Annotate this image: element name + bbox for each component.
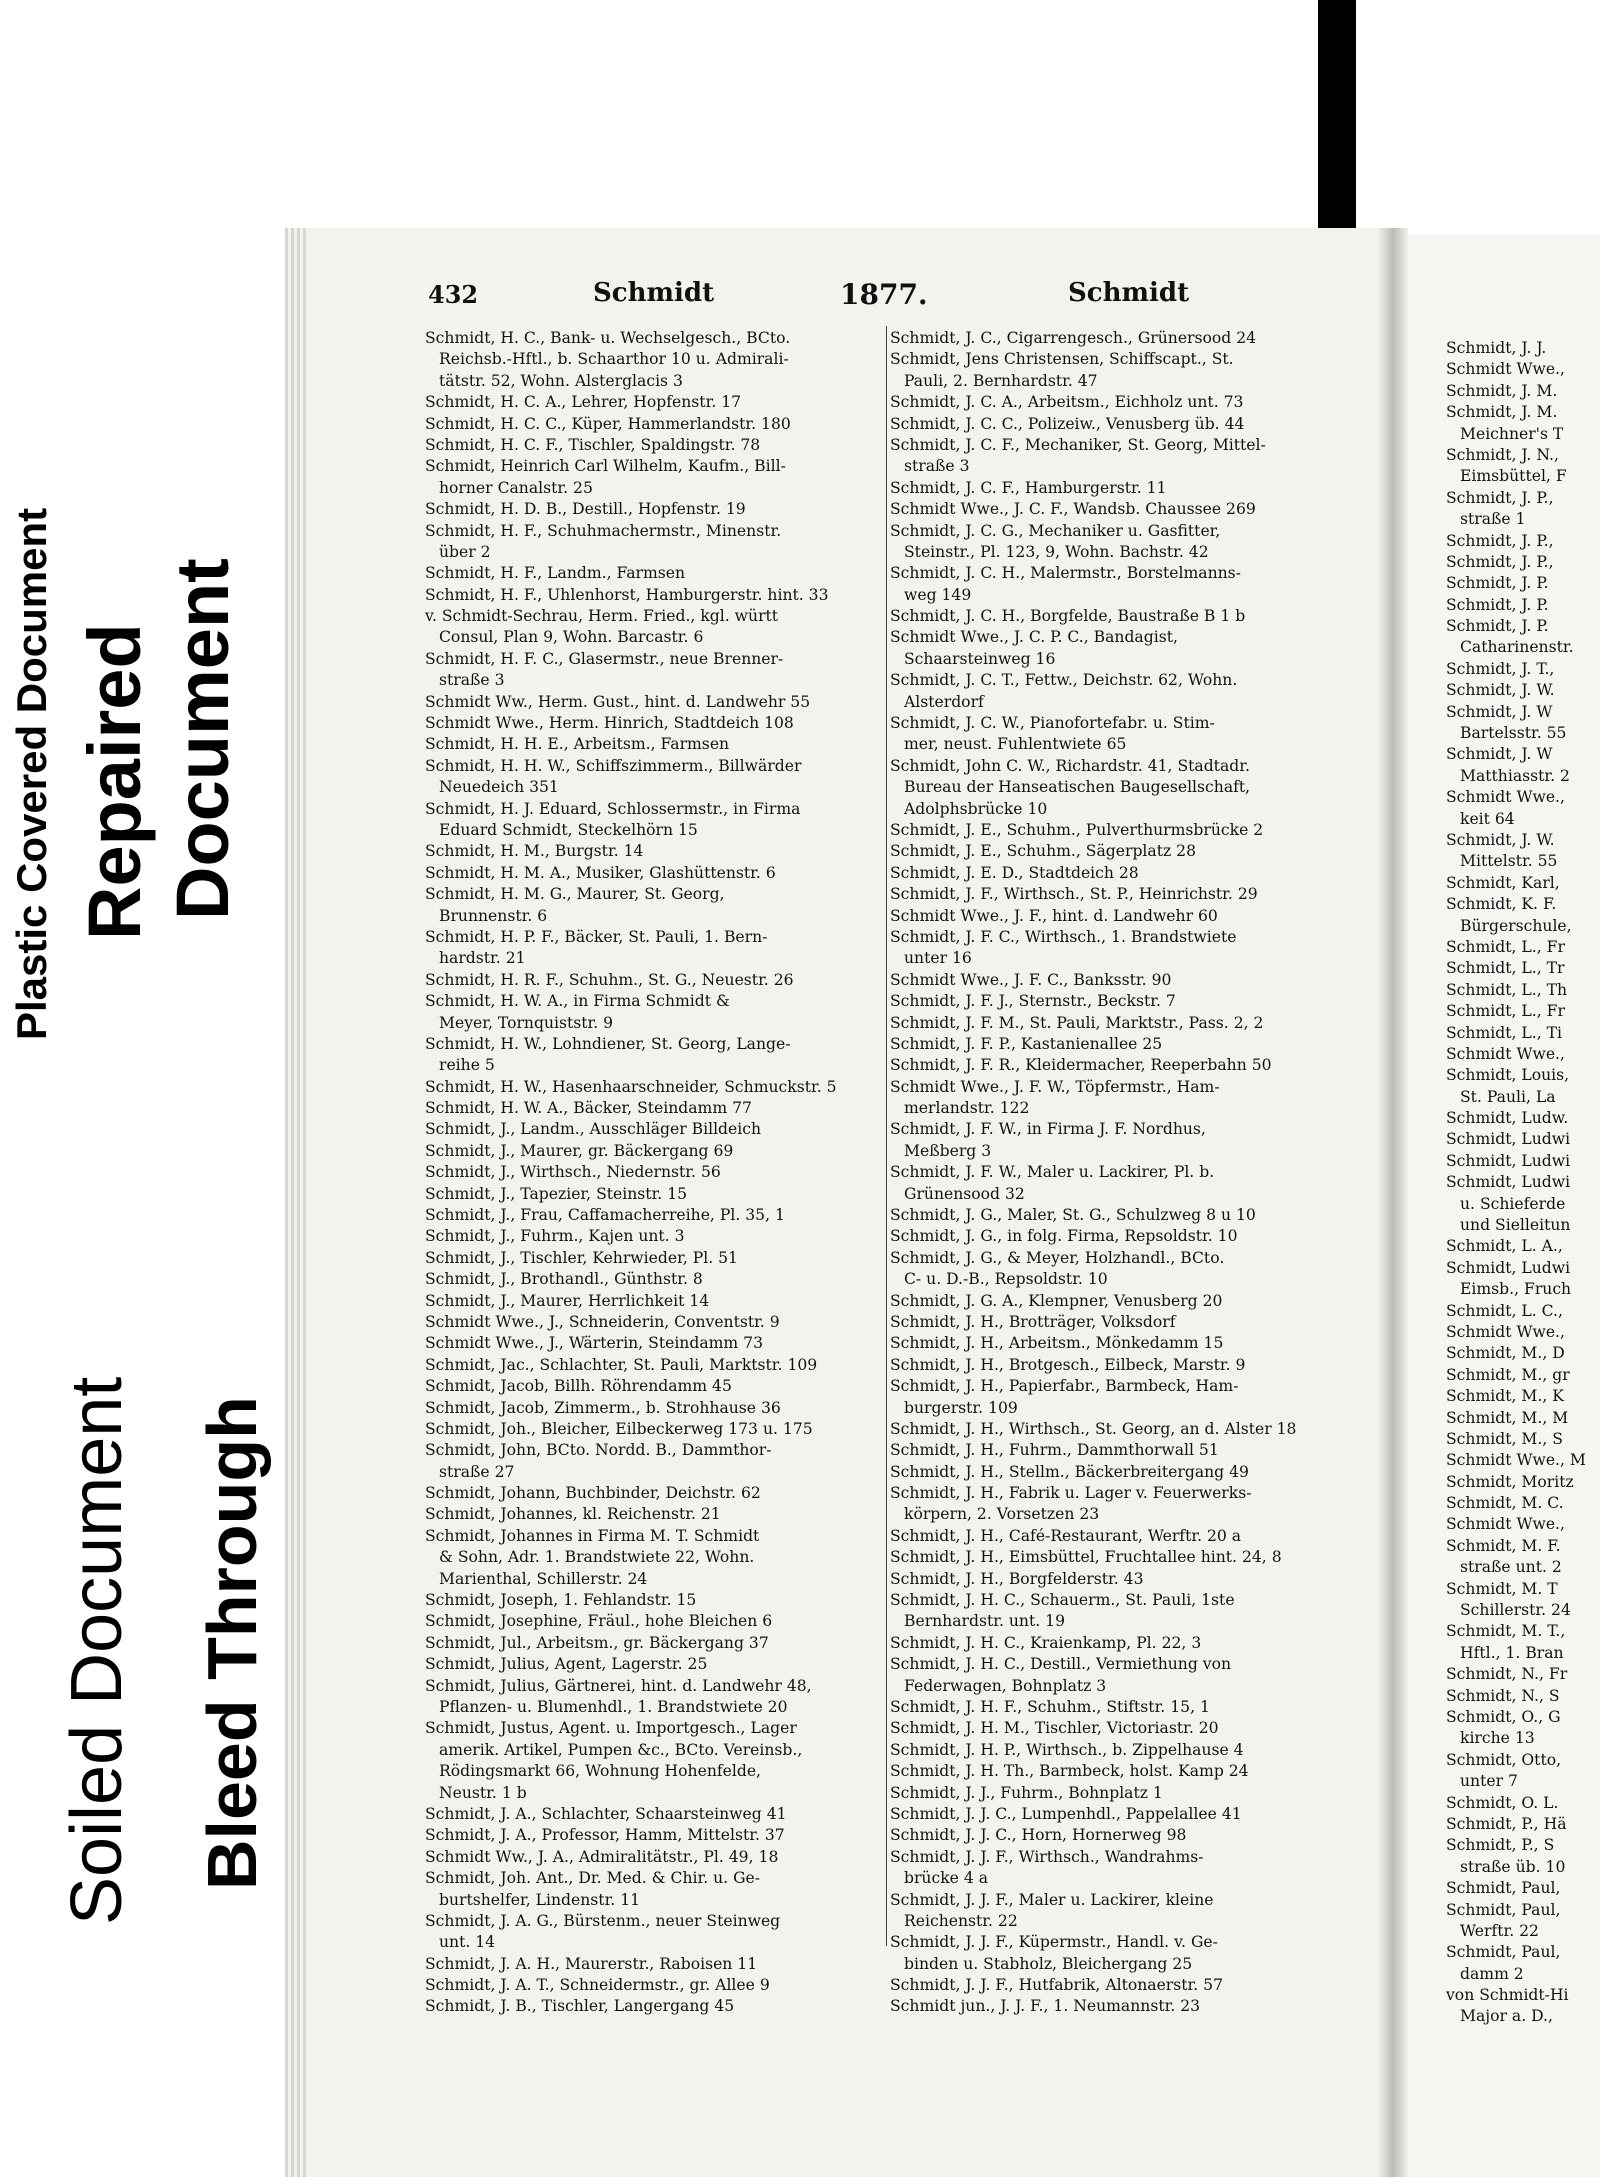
list-item: Schmidt, J., Maurer, Herrlichkeit 14 bbox=[425, 1291, 710, 1310]
list-item: Schmidt, H. J. Eduard, Schlossermstr., in Firma bbox=[425, 799, 801, 818]
list-item: Meßberg 3 bbox=[904, 1141, 992, 1160]
list-item: Schmidt, H. F., Uhlenhorst, Hamburgerstr. hint. 33 bbox=[425, 585, 829, 604]
list-item: keit 64 bbox=[1460, 809, 1515, 828]
list-item: Schmidt Wwe., J., Schneiderin, Conventstr. 9 bbox=[425, 1312, 780, 1331]
list-item: über 2 bbox=[439, 542, 491, 561]
list-item: Schmidt Ww., Herm. Gust., hint. d. Landwehr 55 bbox=[425, 692, 811, 711]
column-divider bbox=[886, 326, 887, 1946]
label-repaired-line1: Repaired bbox=[73, 623, 156, 940]
list-item: Schmidt, L., Th bbox=[1446, 980, 1568, 999]
list-item: Schmidt, H. H. W., Schiffszimmerm., Billwärder bbox=[425, 756, 802, 775]
label-repaired-line2: Document bbox=[161, 558, 244, 920]
list-item: Schmidt, J. H. C., Schauerm., St. Pauli, 1ste bbox=[890, 1591, 1235, 1610]
list-item: brücke 4 a bbox=[904, 1869, 989, 1888]
list-item: Schmidt, Ludw. bbox=[1446, 1109, 1569, 1128]
list-item: Schmidt, L., Ti bbox=[1446, 1023, 1563, 1042]
list-item: Schmidt Wwe., bbox=[1446, 788, 1565, 807]
list-item: St. Pauli, La bbox=[1460, 1087, 1556, 1106]
list-item: Schmidt, J. F. W., in Firma J. F. Nordhus, bbox=[890, 1120, 1206, 1139]
list-item: Schmidt, J. J. F., Wirthsch., Wandrahms- bbox=[890, 1847, 1204, 1866]
page-edge bbox=[285, 228, 307, 2177]
list-item: burgerstr. 109 bbox=[904, 1398, 1018, 1417]
list-item: Schmidt, J., Tapezier, Steinstr. 15 bbox=[425, 1184, 688, 1203]
list-item: Schmidt Wwe., bbox=[1446, 360, 1565, 379]
list-item: Schmidt, Josephine, Fräul., hohe Bleichen 6 bbox=[425, 1612, 773, 1631]
list-item: Schmidt, J. H., Brotgesch., Eilbeck, Marstr. 9 bbox=[890, 1355, 1246, 1374]
list-item: Schmidt, J. M. bbox=[1446, 403, 1558, 422]
list-item: burtshelfer, Lindenstr. 11 bbox=[439, 1890, 641, 1909]
list-item: Meichner's T bbox=[1460, 424, 1564, 443]
list-item: Schmidt, J. H., Wirthsch., St. Georg, an d. Alster 18 bbox=[890, 1419, 1297, 1438]
list-item: Schmidt, J. J., Fuhrm., Bohnplatz 1 bbox=[890, 1783, 1163, 1802]
list-item: Schmidt, H. M. A., Musiker, Glashüttenstr. 6 bbox=[425, 863, 776, 882]
list-item: Schmidt, J. E., Schuhm., Pulverthurmsbrücke 2 bbox=[890, 820, 1264, 839]
list-item: Schmidt, M. F. bbox=[1446, 1536, 1561, 1555]
list-item: Schmidt, J. T., bbox=[1446, 659, 1555, 678]
list-item: Bürgerschule, bbox=[1460, 916, 1572, 935]
list-item: Schmidt, J. J. C., Lumpenhdl., Pappelallee 41 bbox=[890, 1804, 1242, 1823]
list-item: Schmidt, J. P., bbox=[1446, 552, 1554, 571]
list-item: Schmidt, Justus, Agent. u. Importgesch., Lager bbox=[425, 1719, 797, 1738]
list-item: unter 7 bbox=[1460, 1772, 1518, 1791]
list-item: Eimsbüttel, F bbox=[1460, 467, 1567, 486]
list-item: körpern, 2. Vorsetzen 23 bbox=[904, 1505, 1100, 1524]
list-item: Schmidt Wwe., bbox=[1446, 1044, 1565, 1063]
list-item: u. Schieferde bbox=[1460, 1194, 1566, 1213]
list-item: Schmidt, J. P., bbox=[1446, 531, 1554, 550]
list-item: Schmidt Wwe., J. C. P. C., Bandagist, bbox=[890, 628, 1178, 647]
list-item: Steinstr., Pl. 123, 9, Wohn. Bachstr. 42 bbox=[904, 542, 1209, 561]
list-item: Schmidt, J. J. F., Küpermstr., Handl. v. Ge- bbox=[890, 1933, 1218, 1952]
page-number: 432 bbox=[428, 280, 479, 309]
list-item: Schmidt, J. E., Schuhm., Sägerplatz 28 bbox=[890, 842, 1196, 861]
list-item: Pflanzen- u. Blumenhdl., 1. Brandstwiete 20 bbox=[439, 1698, 788, 1716]
list-item: Neuedeich 351 bbox=[439, 778, 559, 797]
list-item: Schmidt, Louis, bbox=[1446, 1066, 1570, 1085]
list-item: Schmidt, H. F., Schuhmachermstr., Minenstr. bbox=[425, 521, 782, 540]
list-item: Marienthal, Schillerstr. 24 bbox=[439, 1569, 648, 1588]
list-item: straße üb. 10 bbox=[1460, 1857, 1566, 1876]
list-item: Schmidt, H. H. E., Arbeitsm., Farmsen bbox=[425, 735, 730, 754]
list-item: Schmidt, J. C. G., Mechaniker u. Gasfitter, bbox=[890, 521, 1221, 540]
list-item: Schmidt, H. M., Burgstr. 14 bbox=[425, 842, 644, 861]
list-item: Schmidt, Julius, Gärtnerei, hint. d. Landwehr 48, bbox=[425, 1676, 812, 1695]
list-item: reihe 5 bbox=[439, 1056, 495, 1075]
list-item: Schmidt, O., G bbox=[1446, 1708, 1561, 1726]
list-item: Federwagen, Bohnplatz 3 bbox=[904, 1676, 1107, 1695]
list-item: Eduard Schmidt, Steckelhörn 15 bbox=[439, 820, 698, 839]
list-item: Schmidt, P., Hä bbox=[1446, 1814, 1567, 1833]
list-item: Schmidt, J. C. H., Borgfelde, Baustraße B 1 b bbox=[890, 607, 1246, 626]
list-item: Grünensood 32 bbox=[904, 1184, 1025, 1203]
list-item: Schmidt, J. G., in folg. Firma, Repsoldstr. 10 bbox=[890, 1227, 1238, 1246]
list-item: Schmidt, J. A., Schlachter, Schaarsteinweg 41 bbox=[425, 1804, 787, 1823]
list-item: Schmidt, J. W bbox=[1446, 702, 1553, 721]
list-item: Schmidt, H. C., Bank- u. Wechselgesch., BCto. bbox=[425, 329, 791, 347]
list-item: Schmidt, Joseph, 1. Fehlandstr. 15 bbox=[425, 1591, 697, 1610]
list-item: binden u. Stabholz, Bleichergang 25 bbox=[904, 1954, 1193, 1973]
list-item: Bureau der Hanseatischen Baugesellschaft, bbox=[904, 778, 1251, 797]
list-item: Schmidt, J. F. J., Sternstr., Beckstr. 7 bbox=[890, 992, 1176, 1011]
list-item: Schmidt, J. H., Eimsbüttel, Fruchtallee hint. 24, 8 bbox=[890, 1548, 1282, 1567]
list-item: Reichsb.-Hftl., b. Schaarthor 10 u. Admirali- bbox=[439, 350, 789, 369]
list-item: Schmidt, J. A., Professor, Hamm, Mittelstr. 37 bbox=[425, 1826, 785, 1845]
list-item: Schmidt, H. F., Landm., Farmsen bbox=[425, 564, 686, 583]
right-column bbox=[1446, 338, 1600, 2028]
list-item: straße 1 bbox=[1460, 510, 1526, 529]
list-item: Schmidt, Otto, bbox=[1446, 1750, 1562, 1769]
list-item: Reichenstr. 22 bbox=[904, 1911, 1018, 1930]
list-item: Schmidt, J. H., Brotträger, Volksdorf bbox=[890, 1312, 1176, 1331]
list-item: Schmidt, J. C. H., Malermstr., Borstelmanns- bbox=[890, 564, 1241, 583]
list-item: Schmidt, M., S bbox=[1446, 1429, 1563, 1448]
list-item: Schmidt, J. P. bbox=[1446, 574, 1549, 593]
list-item: Schmidt, J. A. T., Schneidermstr., gr. Allee 9 bbox=[425, 1976, 770, 1995]
list-item: Schmidt, J. F. R., Kleidermacher, Reeperbahn 50 bbox=[890, 1056, 1272, 1075]
list-item: Schmidt, J., Brothandl., Günthstr. 8 bbox=[425, 1270, 703, 1289]
list-item: Schmidt, Paul, bbox=[1446, 1943, 1561, 1962]
list-item: Schmidt, J. C. T., Fettw., Deichstr. 62, Wohn. bbox=[890, 671, 1238, 690]
list-item: Schmidt, Ludwi bbox=[1446, 1173, 1571, 1192]
label-bleed-through: Bleed Through bbox=[193, 1396, 271, 1890]
list-item: Schmidt Wwe., bbox=[1446, 1322, 1565, 1341]
list-item: straße 3 bbox=[904, 457, 970, 476]
list-item: Schmidt, J. H. C., Kraienkamp, Pl. 22, 3 bbox=[890, 1633, 1202, 1652]
list-item: Schmidt, J. H., Fuhrm., Dammthorwall 51 bbox=[890, 1441, 1219, 1460]
list-item: Schmidt, J. P. bbox=[1446, 595, 1549, 614]
list-item: hardstr. 21 bbox=[439, 949, 526, 968]
list-item: Schmidt, L., Tr bbox=[1446, 959, 1565, 978]
list-item: Schmidt, J. H., Papierfabr., Barmbeck, Ham- bbox=[890, 1377, 1239, 1396]
list-item: Schmidt, J. J. F., Maler u. Lackirer, kleine bbox=[890, 1890, 1214, 1909]
list-item: Schmidt, Johannes, kl. Reichenstr. 21 bbox=[425, 1505, 721, 1524]
list-item: Schaarsteinweg 16 bbox=[904, 649, 1056, 668]
list-item: Schmidt, J. W bbox=[1446, 745, 1553, 764]
list-item: Neustr. 1 b bbox=[439, 1783, 527, 1802]
list-item: unter 16 bbox=[904, 949, 972, 968]
list-item: Schmidt, N., Fr bbox=[1446, 1665, 1568, 1684]
list-item: Schmidt Wwe., M bbox=[1446, 1451, 1586, 1470]
list-item: mer, neust. Fuhlentwiete 65 bbox=[904, 735, 1127, 754]
list-item: Schmidt, L., Fr bbox=[1446, 937, 1565, 956]
left-column bbox=[425, 328, 885, 2018]
list-item: Schmidt, K. F. bbox=[1446, 895, 1557, 914]
list-item: Schmidt, Johann, Buchbinder, Deichstr. 62 bbox=[425, 1484, 761, 1503]
list-item: Schmidt, Ludwi bbox=[1446, 1151, 1571, 1170]
list-item: Schmidt, J. H., Fabrik u. Lager v. Feuerwerks- bbox=[890, 1484, 1252, 1503]
list-item: Bernhardstr. unt. 19 bbox=[904, 1612, 1065, 1631]
list-item: Schmidt, J. H. F., Schuhm., Stiftstr. 15, 1 bbox=[890, 1698, 1210, 1716]
black-strip bbox=[1318, 0, 1356, 232]
list-item: amerik. Artikel, Pumpen &c., BCto. Vereinsb., bbox=[439, 1740, 803, 1759]
list-item: Schmidt, H. W., Hasenhaarschneider, Schmuckstr. 5 bbox=[425, 1077, 837, 1096]
list-item: Schmidt, J. N., bbox=[1446, 445, 1559, 464]
list-item: Schmidt, Julius, Agent, Lagerstr. 25 bbox=[425, 1655, 708, 1674]
list-item: straße 27 bbox=[439, 1462, 515, 1481]
list-item: Meyer, Tornquiststr. 9 bbox=[439, 1013, 614, 1032]
list-item: Schmidt, O. L. bbox=[1446, 1793, 1559, 1812]
list-item: Schmidt, J. J. bbox=[1446, 339, 1547, 357]
list-item: Schmidt, J. H. M., Tischler, Victoriastr. 20 bbox=[890, 1719, 1219, 1738]
list-item: Schmidt, J. C. W., Pianofortefabr. u. Stim- bbox=[890, 714, 1215, 733]
list-item: Schmidt, Joh., Bleicher, Eilbeckerweg 173 u. 175 bbox=[425, 1419, 813, 1438]
list-item: Schmidt Wwe., bbox=[1446, 1515, 1565, 1534]
list-item: Schmidt, H. P. F., Bäcker, St. Pauli, 1. Bern- bbox=[425, 927, 768, 946]
list-item: & Sohn, Adr. 1. Brandstwiete 22, Wohn. bbox=[439, 1548, 755, 1567]
list-item: Schmidt, P., S bbox=[1446, 1836, 1555, 1855]
list-item: Schmidt, J. A. G., Bürstenm., neuer Steinweg bbox=[425, 1911, 781, 1930]
list-item: Schmidt, Jacob, Zimmerm., b. Strohhause 36 bbox=[425, 1398, 781, 1417]
list-item: Schmidt, H. C. C., Küper, Hammerlandstr. 180 bbox=[425, 414, 791, 433]
list-item: Schmidt Wwe., J. F., hint. d. Landwehr 60 bbox=[890, 906, 1218, 925]
list-item: Schmidt, J. E. D., Stadtdeich 28 bbox=[890, 863, 1139, 882]
list-item: horner Canalstr. 25 bbox=[439, 478, 593, 497]
list-item: Schmidt, John C. W., Richardstr. 41, Stadtadr. bbox=[890, 756, 1250, 775]
list-item: Schmidt Ww., J. A., Admiralitätstr., Pl. 49, 18 bbox=[425, 1847, 779, 1866]
list-item: Schmidt, Ludwi bbox=[1446, 1258, 1571, 1277]
header-right-title: Schmidt bbox=[1068, 278, 1190, 308]
list-item: Schmidt, M. T., bbox=[1446, 1622, 1566, 1641]
list-item: Schmidt, H. R. F., Schuhm., St. G., Neuestr. 26 bbox=[425, 970, 794, 989]
list-item: weg 149 bbox=[904, 585, 972, 604]
list-item: Schmidt, J. H., Arbeitsm., Mönkedamm 15 bbox=[890, 1334, 1224, 1353]
list-item: straße unt. 2 bbox=[1460, 1558, 1562, 1577]
list-item: Schmidt Wwe., Herm. Hinrich, Stadtdeich 108 bbox=[425, 714, 794, 733]
list-item: Schmidt, M. T bbox=[1446, 1579, 1558, 1598]
list-item: Adolphsbrücke 10 bbox=[904, 799, 1048, 818]
list-item: Rödingsmarkt 66, Wohnung Hohenfelde, bbox=[439, 1762, 762, 1781]
list-item: Schmidt, J. C. F., Hamburgerstr. 11 bbox=[890, 478, 1167, 497]
list-item: Werftr. 22 bbox=[1460, 1921, 1539, 1940]
label-soiled-document: Soiled Document bbox=[57, 1376, 137, 1925]
list-item: straße 3 bbox=[439, 671, 505, 690]
list-item: Schmidt, J. G. A., Klempner, Venusberg 20 bbox=[890, 1291, 1223, 1310]
list-item: Schmidt, J. P., bbox=[1446, 488, 1554, 507]
list-item: Schmidt, Karl, bbox=[1446, 873, 1560, 892]
list-item: Schmidt, John, BCto. Nordd. B., Dammthor- bbox=[425, 1441, 772, 1460]
label-plastic-covered: Plastic Covered Document bbox=[8, 507, 55, 1040]
list-item: merlandstr. 122 bbox=[904, 1099, 1030, 1118]
list-item: Schmidt, J. H. Th., Barmbeck, holst. Kamp 24 bbox=[890, 1762, 1249, 1781]
list-item: Schmidt, H. C. F., Tischler, Spaldingstr. 78 bbox=[425, 435, 761, 454]
list-item: Schmidt, Jacob, Billh. Röhrendamm 45 bbox=[425, 1377, 732, 1396]
list-item: Schmidt, Jens Christensen, Schiffscapt., St. bbox=[890, 350, 1234, 369]
list-item: Schmidt, J. F., Wirthsch., St. P., Heinrichstr. 29 bbox=[890, 885, 1258, 904]
list-item: und Sielleitun bbox=[1460, 1216, 1571, 1235]
list-item: Schmidt, H. C. A., Lehrer, Hopfenstr. 17 bbox=[425, 393, 742, 412]
list-item: Schmidt, M., D bbox=[1446, 1344, 1565, 1363]
list-item: Bartelsstr. 55 bbox=[1460, 724, 1567, 743]
list-item: Schmidt Wwe., J. F. W., Töpfermstr., Ham- bbox=[890, 1077, 1220, 1096]
list-item: Schmidt, M., K bbox=[1446, 1387, 1564, 1406]
list-item: Schmidt, J. G., & Meyer, Holzhandl., BCto. bbox=[890, 1248, 1225, 1267]
list-item: Schmidt, J., Wirthsch., Niedernstr. 56 bbox=[425, 1163, 721, 1182]
list-item: C- u. D.-B., Repsoldstr. 10 bbox=[904, 1270, 1108, 1289]
list-item: Mittelstr. 55 bbox=[1460, 852, 1558, 871]
list-item: Schmidt, J. W. bbox=[1446, 830, 1555, 849]
list-item: Schmidt, H. D. B., Destill., Hopfenstr. 19 bbox=[425, 500, 746, 519]
list-item: Schmidt, M. C. bbox=[1446, 1494, 1564, 1513]
list-item: Schmidt, J. H. P., Wirthsch., b. Zippelhause 4 bbox=[890, 1740, 1244, 1759]
list-item: Schmidt, Paul, bbox=[1446, 1879, 1561, 1898]
list-item: Schmidt, Jac., Schlachter, St. Pauli, Marktstr. 109 bbox=[425, 1355, 818, 1374]
list-item: Schmidt, J. C. A., Arbeitsm., Eichholz unt. 73 bbox=[890, 393, 1244, 412]
list-item: Alsterdorf bbox=[904, 692, 984, 711]
list-item: Hftl., 1. Bran bbox=[1460, 1643, 1564, 1662]
list-item: damm 2 bbox=[1460, 1964, 1524, 1983]
list-item: Schmidt, J., Maurer, gr. Bäckergang 69 bbox=[425, 1141, 734, 1160]
list-item: Schmidt, J. J. C., Horn, Hornerweg 98 bbox=[890, 1826, 1187, 1845]
list-item: Schmidt, L. C., bbox=[1446, 1301, 1563, 1320]
list-item: Schmidt, H. W., Lohndiener, St. Georg, Lange- bbox=[425, 1034, 791, 1053]
header-year: 1877. bbox=[840, 278, 928, 311]
list-item: Catharinenstr. bbox=[1460, 638, 1574, 657]
list-item: Schmidt, J. H., Stellm., Bäckerbreitergang 49 bbox=[890, 1462, 1249, 1481]
list-item: Schmidt, J. A. H., Maurerstr., Raboisen 11 bbox=[425, 1954, 758, 1973]
list-item: Schmidt, J. F. C., Wirthsch., 1. Brandstwiete bbox=[890, 927, 1237, 946]
list-item: Schmidt, J. F. P., Kastanienallee 25 bbox=[890, 1034, 1163, 1053]
list-item: Consul, Plan 9, Wohn. Barcastr. 6 bbox=[439, 628, 704, 647]
list-item: Schmidt, M., M bbox=[1446, 1408, 1569, 1427]
list-item: Schillerstr. 24 bbox=[1460, 1601, 1571, 1620]
middle-column bbox=[890, 328, 1355, 2018]
list-item: Schmidt, J. C. F., Mechaniker, St. Georg, Mittel- bbox=[890, 435, 1266, 454]
list-item: Schmidt, Moritz bbox=[1446, 1472, 1574, 1491]
list-item: Schmidt, J. G., Maler, St. G., Schulzweg 8 u 10 bbox=[890, 1206, 1256, 1225]
list-item: Schmidt, J., Tischler, Kehrwieder, Pl. 51 bbox=[425, 1248, 738, 1267]
list-item: v. Schmidt-Sechrau, Herm. Fried., kgl. württ bbox=[425, 607, 779, 626]
list-item: von Schmidt-Hi bbox=[1446, 1986, 1569, 2005]
book-gutter bbox=[1378, 228, 1408, 2177]
list-item: Schmidt, J. F. M., St. Pauli, Marktstr., Pass. 2, 2 bbox=[890, 1013, 1264, 1032]
list-item: Schmidt, J. B., Tischler, Langergang 45 bbox=[425, 1997, 735, 2016]
list-item: Schmidt Wwe., J. C. F., Wandsb. Chaussee 269 bbox=[890, 500, 1256, 519]
list-item: Schmidt, J. H. C., Destill., Vermiethung von bbox=[890, 1655, 1232, 1674]
list-item: Pauli, 2. Bernhardstr. 47 bbox=[904, 371, 1098, 390]
list-item: Schmidt, J., Frau, Caffamacherreihe, Pl. 35, 1 bbox=[425, 1206, 785, 1225]
list-item: Schmidt, Jul., Arbeitsm., gr. Bäckergang 37 bbox=[425, 1633, 769, 1652]
list-item: Schmidt, Paul, bbox=[1446, 1900, 1561, 1919]
header-left-title: Schmidt bbox=[593, 278, 715, 308]
list-item: Schmidt, Heinrich Carl Wilhelm, Kaufm., Bill- bbox=[425, 457, 786, 476]
list-item: Schmidt, Johannes in Firma M. T. Schmidt bbox=[425, 1526, 760, 1545]
list-item: Schmidt jun., J. J. F., 1. Neumannstr. 23 bbox=[890, 1997, 1201, 2016]
list-item: Schmidt, M., gr bbox=[1446, 1365, 1570, 1384]
list-item: Schmidt, Ludwi bbox=[1446, 1130, 1571, 1149]
list-item: Schmidt, J. C., Cigarrengesch., Grünersood 24 bbox=[890, 329, 1257, 347]
list-item: Schmidt, Joh. Ant., Dr. Med. & Chir. u. Ge- bbox=[425, 1869, 761, 1888]
list-item: Schmidt, J. H., Borgfelderstr. 43 bbox=[890, 1569, 1144, 1588]
list-item: Schmidt, H. M. G., Maurer, St. Georg, bbox=[425, 885, 725, 904]
list-item: Schmidt, J., Fuhrm., Kajen unt. 3 bbox=[425, 1227, 685, 1246]
list-item: Schmidt, J. H., Café-Restaurant, Werftr. 20 a bbox=[890, 1526, 1242, 1545]
list-item: Major a. D., bbox=[1460, 2007, 1553, 2026]
list-item: Schmidt, J. J. F., Hutfabrik, Altonaerstr. 57 bbox=[890, 1976, 1224, 1995]
list-item: Schmidt, H. W. A., in Firma Schmidt & bbox=[425, 992, 730, 1011]
list-item: Schmidt, H. W. A., Bäcker, Steindamm 77 bbox=[425, 1099, 752, 1118]
list-item: Schmidt, J. W. bbox=[1446, 681, 1555, 700]
list-item: Schmidt, L., Fr bbox=[1446, 1002, 1565, 1021]
list-item: Schmidt, H. F. C., Glasermstr., neue Brenner- bbox=[425, 649, 784, 668]
list-item: tätstr. 52, Wohn. Alsterglacis 3 bbox=[439, 371, 683, 390]
list-item: Schmidt, J. P. bbox=[1446, 617, 1549, 636]
list-item: Schmidt Wwe., J., Wärterin, Steindamm 73 bbox=[425, 1334, 763, 1353]
list-item: Schmidt, J. C. C., Polizeiw., Venusberg üb. 44 bbox=[890, 414, 1245, 433]
list-item: Schmidt, L. A., bbox=[1446, 1237, 1563, 1256]
list-item: Schmidt, J. M. bbox=[1446, 381, 1558, 400]
list-item: unt. 14 bbox=[439, 1933, 496, 1952]
page-header bbox=[428, 278, 1348, 318]
list-item: Schmidt, J., Landm., Ausschläger Billdeich bbox=[425, 1120, 762, 1139]
list-item: Eimsb., Fruch bbox=[1460, 1280, 1572, 1299]
list-item: Schmidt, J. F. W., Maler u. Lackirer, Pl. b. bbox=[890, 1163, 1215, 1182]
list-item: Matthiasstr. 2 bbox=[1460, 766, 1570, 785]
list-item: Schmidt Wwe., J. F. C., Banksstr. 90 bbox=[890, 970, 1172, 989]
list-item: Schmidt, N., S bbox=[1446, 1686, 1560, 1705]
list-item: Brunnenstr. 6 bbox=[439, 906, 548, 925]
list-item: kirche 13 bbox=[1460, 1729, 1535, 1748]
